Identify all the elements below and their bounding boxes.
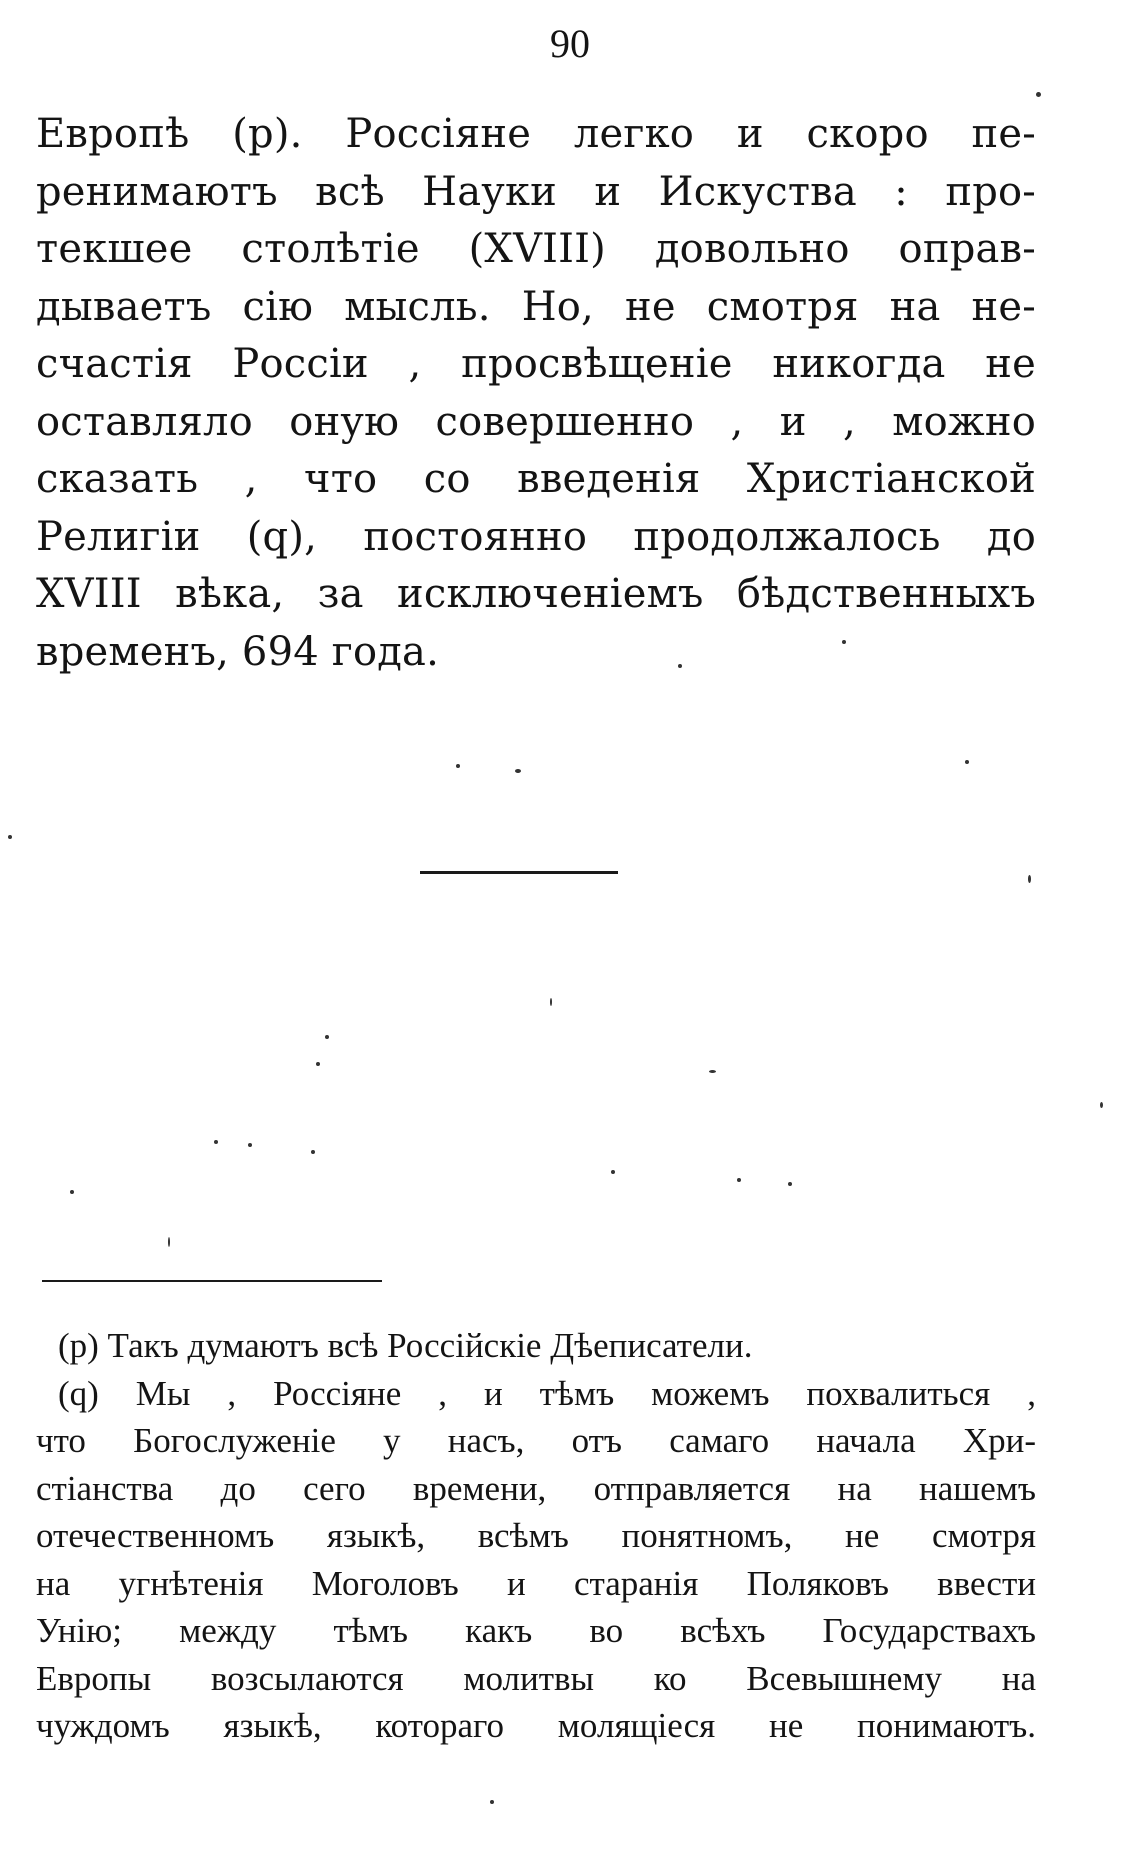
- footnote-line: отечественномъ языкѣ, всѣмъ понятномъ, не смотря: [36, 1516, 1036, 1555]
- footnote-divider: [42, 1280, 382, 1282]
- scan-speck: [1100, 1102, 1103, 1108]
- main-text-line: XVIII вѣка, за исключеніемъ бѣдственныхъ: [36, 571, 1036, 617]
- scan-speck: [325, 1035, 329, 1039]
- footnote-line: Европы возсылаются молитвы ко Всевышнему на: [36, 1658, 1036, 1698]
- main-text-line: ренимаютъ всѣ Науки и Искуства : про-: [36, 168, 1036, 215]
- scan-speck: [490, 1800, 494, 1804]
- main-text-line: сказать , что со введенія Христіанской: [36, 456, 1036, 502]
- footnote-line: что Богослуженіе у насъ, отъ самаго начала Хри-: [36, 1421, 1036, 1460]
- main-text-line: дываетъ сію мысль. Но, не смотря на не-: [36, 283, 1036, 330]
- scan-speck: [1036, 92, 1041, 97]
- main-text-line: текшее столѣтіе (XVIII) довольно оправ-: [36, 226, 1036, 272]
- scan-speck: [550, 998, 552, 1006]
- main-text-line: Религіи (q), постоянно продолжалось до: [36, 513, 1036, 560]
- scan-speck: [788, 1182, 792, 1186]
- scan-speck: [737, 1178, 741, 1182]
- scan-speck: [678, 664, 682, 668]
- scan-speck: [316, 1062, 320, 1066]
- scan-speck: [456, 764, 460, 768]
- footnote-line: чуждомъ языкѣ, котораго молящіеся не понимаютъ.: [36, 1706, 1036, 1745]
- footnotes-block: [36, 1322, 1036, 1750]
- footnote-line: стіанства до сего времени, отправляется на нашемъ: [36, 1468, 1036, 1508]
- main-text-line: временъ, 694 года.: [36, 628, 440, 675]
- scan-speck: [248, 1143, 252, 1147]
- scan-speck: [168, 1237, 170, 1247]
- footnote-line: (q) Мы , Россіяне , и тѣмъ можемъ похвалиться ,: [58, 1373, 1036, 1413]
- scan-speck: [515, 769, 521, 773]
- main-text-block: [36, 106, 1036, 681]
- footnote-line: на угнѣтенія Моголовъ и старанія Поляковъ ввести: [36, 1563, 1036, 1603]
- scan-speck: [709, 1070, 716, 1073]
- scan-speck: [611, 1170, 615, 1174]
- main-text-line: Европѣ (р). Россіяне легко и скоро пе-: [36, 111, 1036, 157]
- main-text-line: счастія Россіи , просвѣщеніе никогда не: [36, 341, 1036, 387]
- footnote-line: Унію; между тѣмъ какъ во всѣхъ Государствахъ: [36, 1611, 1036, 1650]
- scan-speck: [1028, 875, 1031, 883]
- section-divider: [420, 871, 618, 874]
- scan-speck: [8, 835, 12, 839]
- scan-speck: [311, 1150, 315, 1154]
- main-text-line: оставляло оную совершенно , и , можно: [36, 398, 1036, 445]
- scan-speck: [70, 1190, 74, 1194]
- footnote-line: (р) Такъ думаютъ всѣ Россійскіе Дѣеписатели.: [58, 1326, 753, 1365]
- scan-speck: [965, 760, 969, 764]
- scan-speck: [214, 1140, 218, 1144]
- scan-speck: [842, 640, 846, 644]
- page-number: 90: [550, 21, 590, 66]
